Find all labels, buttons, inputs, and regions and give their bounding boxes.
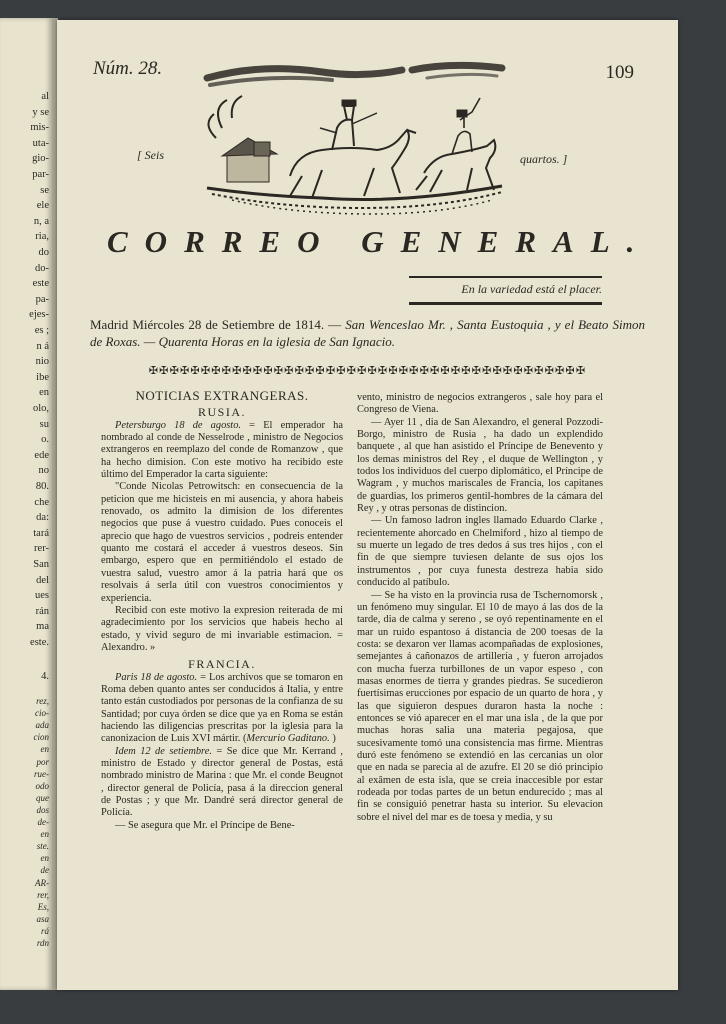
previous-page-fragment: de [40,865,49,876]
previous-page-fragment: ede [34,449,49,461]
previous-page-fragment: en [39,387,49,399]
previous-page-section-number: 4. [41,671,49,682]
previous-page-fragment: por [36,756,49,767]
dateline-date: Madrid Miércoles 28 de Setiembre de 1814. — [90,317,342,332]
paragraph: Paris 18 de agosto. = Los archivos que se tomaron en Roma deben quanto antes ser conducidos á Italia, y entre tanto están custodiados por personas de la confianza de su Santidad; por cuya órden se dice que ya en Roma se están haciendo las diligencias prescritas por la iglesia para la canonizacion de Luis XVI mártir. (Mercurio Gaditano. ) [101,671,343,745]
previous-page-fragment: odo [35,780,49,791]
paragraph: Recibid con este motivo la expresion reiterada de mi agradecimiento por los servicios que habeis hecho al estado, y vivid seguro de mi invariable estimacion. = Alexandro. » [101,604,343,653]
issue-number: Núm. 28. [93,58,163,79]
previous-page-fragment: Es, [37,901,49,912]
paragraph: vento, ministro de negocios extrangeros , sale hoy para el Congreso de Viena. [357,392,603,416]
previous-page-fragment: n, a [33,215,49,227]
previous-page-fragment: nio [35,356,49,368]
ornamental-divider: ✠✠✠✠✠✠✠✠✠✠✠✠✠✠✠✠✠✠✠✠✠✠✠✠✠✠✠✠✠✠✠✠✠✠✠✠✠✠✠✠✠✠ [148,365,587,377]
previous-page-fragment: tará [33,527,49,539]
paragraph: — Un famoso ladron ingles llamado Eduardo Clarke , recientemente ahorcado en Chelmiford , hizo al tiempo de su muerte un legado de tres dedos á sus tres hijos , con el fin de que siempre tuviesen delante de sus ojos los instrumentos , por cuya funesta destreza habia sido conducido al patíbulo. [357,515,603,589]
price-left: [ Seis [137,148,164,162]
previous-page-fragment: en [40,744,49,755]
previous-page-edge [0,18,52,990]
previous-page-fragment: pa- [35,293,49,305]
previous-page-fragment: se [40,184,49,196]
previous-page-fragment: cion [33,732,49,743]
masthead-rule-top [409,276,602,278]
heading-russia: RUSIA. [197,405,246,420]
previous-page-fragment: ejes- [29,309,49,321]
column-right [357,392,603,824]
source-citation: Mercurio Gaditano. [246,733,330,745]
motto: En la variedad está el placer. [461,282,602,296]
previous-page-fragment: rdn [36,938,49,948]
previous-page-fragment: en [40,829,49,840]
previous-page-fragment: no [38,465,49,477]
previous-page-fragment: 80. [35,481,49,492]
previous-page-fragment: ele [36,200,49,212]
paragraph: Idem 12 de setiembre. = Se dice que Mr. Kerrand , ministro de Estado y director general de Postas, está nombrado ministro de Marina : que Mr. el conde Beugnot , director general de Policía, pasa á la direccion general de Postas ; y que Mr. Dandré será director general de Policía. [101,745,344,819]
previous-page-fragment: ues [35,590,49,602]
previous-page-fragment: este [32,278,49,290]
dateline-place: Idem 12 de setiembre. [115,745,212,757]
price-right: quartos. ] [520,152,568,166]
previous-page-fragment: asa [36,913,49,924]
previous-page-fragment: ma [36,621,49,633]
paragraph: — Ayer 11 , dia de San Alexandro, el general Pozzodi-Borgo, ministro de Rusia , ha dado un explendido banquete , al que han asistido el Príncipe de Benevento y los demas ministros del Rey , el duque de Wellington , y todos los individuos del cuerpo diplomático, el Príncipe de Wagram , y muchos mariscales de Francia, los capitanes de guardias, los primeros gentil-hombres de la cámara del Rey , y otras personas de distincion. [357,416,603,515]
previous-page-fragment: este. [30,637,49,648]
paragraph: Petersburgo 18 de agosto. = El emperador ha nombrado al conde de Nesselrode , ministro de Negocios extrangeros en reemplazo del conde de Romanzow , que ha hecho dimision. Con este motivo ha recibido este último del Emperador la carta siguiente: [101,419,343,481]
previous-page-fragment: es ; [34,325,49,336]
heading-france: FRANCIA. [188,657,256,672]
previous-page-fragment: ste. [36,841,49,852]
previous-page-fragment: AR- [35,877,49,888]
paragraph: — Se asegura que Mr. el Príncipe de Bene- [115,819,295,831]
previous-page-fragment: San [33,559,49,570]
previous-page-fragment: ria, [35,231,49,243]
previous-page-fragment: o. [41,434,49,446]
previous-page-fragment: rue- [34,768,49,779]
previous-page-fragment: mis- [30,122,49,134]
previous-page-fragment: rán [35,605,49,617]
previous-page-fragment: que [36,792,49,803]
previous-page-fragment: rer, [37,889,49,900]
previous-page-fragment: rá [40,925,49,936]
previous-page-fragment: rer- [34,543,49,555]
previous-page-fragment: ibe [36,371,49,383]
previous-page-fragment: ada [35,720,49,731]
previous-page-fragment: de- [37,817,49,827]
previous-page-fragment: cio- [35,708,49,719]
previous-page-fragment: su [39,418,49,430]
newspaper-page [57,20,678,990]
dateline [90,316,645,350]
paragraph: — Se ha visto en la provincia rusa de Tschernomorsk , un fenómeno muy singular. El 10 de mayo á las dos de la tarde, dia de calma y sereno , se oyó repentinamente en el mar un ruido espantoso á distancia de 200 toesas de la costa: se dexaron ver llamas acompañadas de explosiones, semejantes á cañonazos de artillería , y fueron arrojados con mucha fuerza turbillones de un vapor espeso , con masas enormes de tierra y grandes piedras. Se sucedieron fuertísimas erucciones por espacio de un quarto de hora , y las que siguieron despues duraron hasta la noche : entonces se vió aparecer en el mar una isla , de la que por muchas horas salia una materia pegajosa, que sucesivamente tomó una consistencia mas firme. Mientras duró este fenómeno se extendió en las cercanias un olor que en nada se parecia al de azufre. El 20 se dió principio al exâmen de esta isla, que se creia inaccesible por estar rodeada por todas partes de un betun endurecido ; mas al fin se consiguió penetrar hasta su interior. Su elevacion sobre el nivel del mar es de toesa y media, y su [357,589,603,823]
previous-page-fragment: do- [35,262,49,274]
masthead-title: CORREO GENERAL. [107,224,652,259]
previous-page-fragment: al [41,91,49,102]
previous-page-fragment: do [38,247,49,258]
previous-page-fragment: gio- [32,153,49,165]
previous-page-fragment: par- [32,169,49,180]
dateline-saints: San Wenceslao Mr. , Santa Eustoquia , y el Beato Simon de Roxas. — Quarenta Horas en la iglesia de San Ignacio. [90,317,645,349]
previous-page-fragment: da: [36,512,49,524]
previous-page-fragment: y se [32,106,49,118]
previous-page-fragment: olo, [32,403,49,414]
masthead-rule-bottom [409,302,602,305]
previous-page-fragment: rez, [36,696,49,706]
dateline-place: Petersburgo 18 de agosto. [115,419,241,431]
previous-page-fragment: dos [36,804,49,815]
previous-page-fragment: che [34,496,49,508]
section-heading: NOTICIAS EXTRANGERAS. [135,388,309,403]
previous-page-fragment: n á [36,340,49,352]
previous-page-fragment: uta- [32,137,49,149]
previous-page-fragment: en [40,853,49,864]
paragraph: "Conde Nicolas Petrowitsch: en consecuencia de la peticion que me hicisteis en mi ausencia, y ahora habeis renovado, os admito la dimision de los diferentes negocios que puse á vuestro cuidado. Pues conoceis el aprecio que hago de vuestros servicios , podreis entender quanto me costará el acceder á vuestros deseos. Sin embargo, espero que en permitiéndolo el estado de vuestra salud, vuestro amor á la patria hará que os resolvais á serla útil con vuestros conocimientos y experiencia. [101,481,343,604]
dateline-place: Paris 18 de agosto. [115,671,198,683]
page-number: 109 [605,62,634,83]
previous-page-fragment: del [36,574,49,586]
horseman-vignette-engraving [202,58,507,216]
column-left [101,390,343,832]
